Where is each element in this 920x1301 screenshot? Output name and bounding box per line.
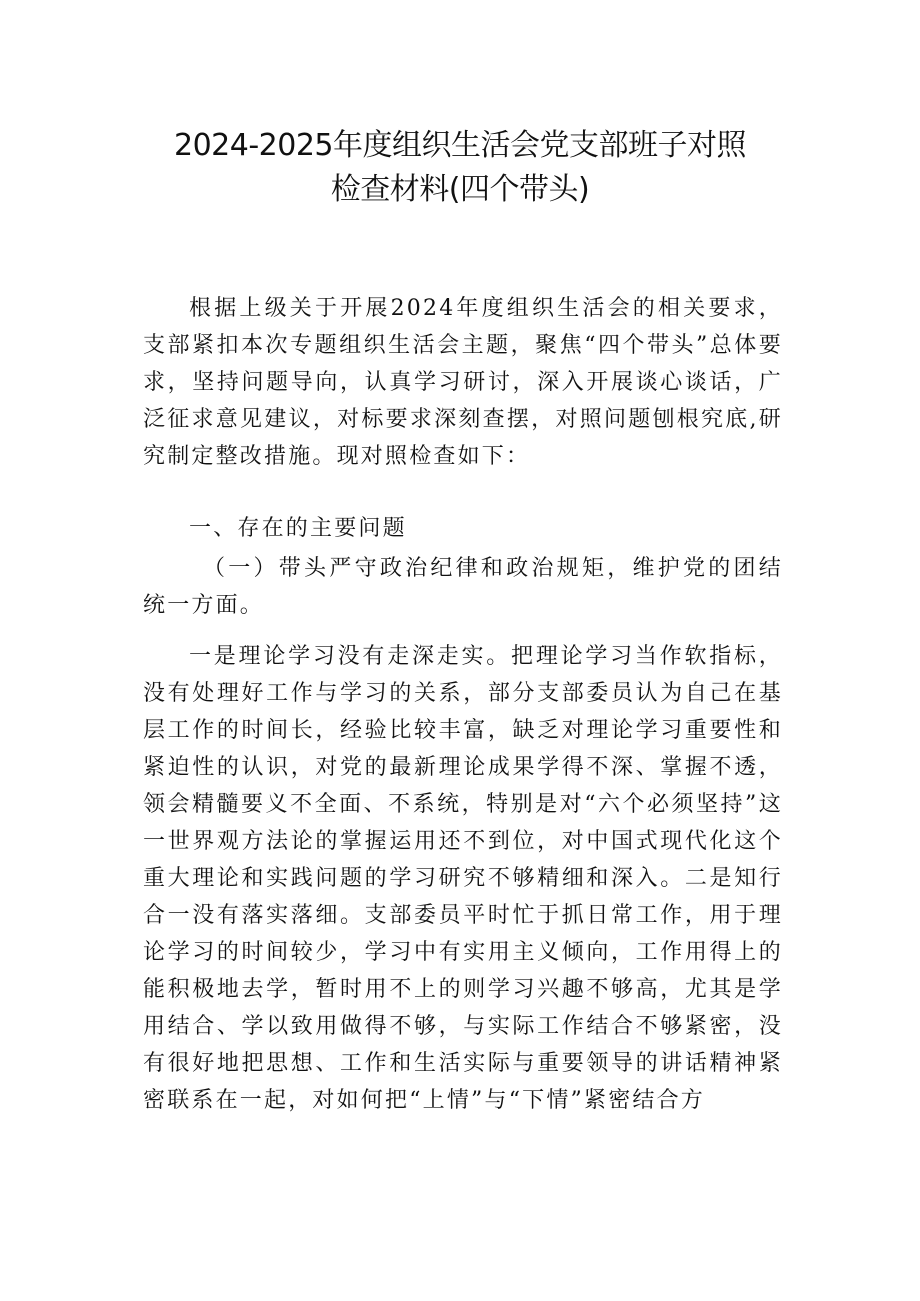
subsection-heading: （一）带头严守政治纪律和政治规矩，维护党的团结统一方面。 — [143, 556, 783, 618]
document-title-line-2: 检查材料(四个带头) — [330, 172, 590, 207]
intro-paragraph: 根据上级关于开展2024年度组织生活会的相关要求，支部紧扣本次专题组织生活会主题，聚焦“四个带头”总体要求，坚持问题导向，认真学习研讨，深入开展谈心谈话，广泛征求意见建议，对标要求深刻查摆，对照问题刨根究底,研究制定整改措施。现对照检查如下： — [143, 296, 783, 469]
section-heading: 一、存在的主要问题 — [189, 516, 407, 541]
document-title-line-1: 2024-2025年度组织生活会党支部班子对照 — [173, 128, 747, 163]
body-paragraph: 一是理论学习没有走深走实。把理论学习当作软指标，没有处理好工作与学习的关系，部分支部委员认为自己在基层工作的时间长，经验比较丰富，缺乏对理论学习重要性和紧迫性的认识，对党的最新理论成果学得不深、掌握不透，领会精髓要义不全面、不系统，特别是对“六个必须坚持”这一世界观方法论的掌握运用还不到位，对中国式现代化这个重大理论和实践问题的学习研究不够精细和深入。二是知行合一没有落实落细。支部委员平时忙于抓日常工作，用于理论学习的时间较少，学习中有实用主义倾向，工作用得上的能积极地去学，暂时用不上的则学习兴趣不够高，尤其是学用结合、学以致用做得不够，与实际工作结合不够紧密，没有很好地把思想、工作和生活实际与重要领导的讲话精神紧密联系在一起，对如何把“上情”与“下情”紧密结合方 — [143, 644, 783, 1113]
